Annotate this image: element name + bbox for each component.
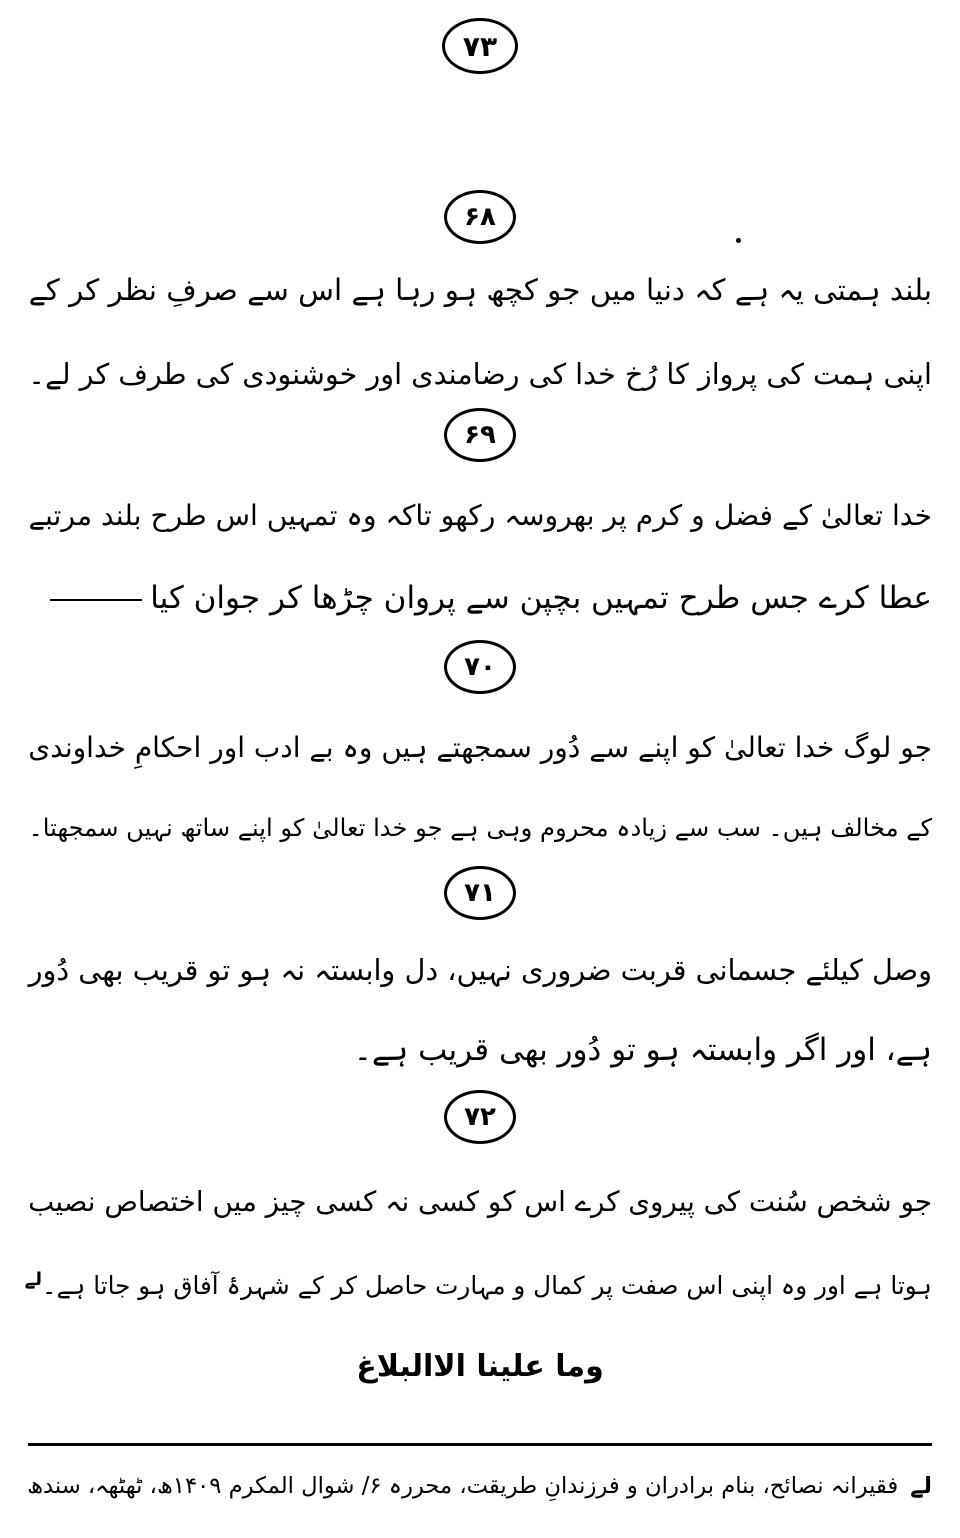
section-number-text: ۶۸ <box>464 202 496 232</box>
footnote-marker: لے <box>910 1473 932 1499</box>
stray-ink-dot <box>736 238 741 243</box>
closing-phrase: وما علینا الاالبلاغ <box>356 1349 604 1384</box>
section-69-line-2-text: عطا کرے جس طرح تمہیں بچپن سے پروان چڑھا کر جوان کیا <box>150 580 932 616</box>
section-72-line-2 <box>25 1258 932 1308</box>
section-71-line-2: ہے، اور اگر وابستہ ہو تو دُور بھی قریب ہے۔ <box>353 1032 932 1068</box>
section-68-line-2: اپنی ہمت کی پرواز کا رُخ خدا کی رضامندی اور خوشنودی کی طرف کر لے۔ <box>28 357 932 391</box>
dash-rule <box>50 599 142 601</box>
footnote <box>27 1466 932 1506</box>
section-number-text: ۷۲ <box>464 1102 496 1132</box>
section-70-line-2: کے مخالف ہیں۔ سب سے زیادہ محروم وہی ہے جو خدا تعالیٰ کو اپنے ساتھ نہیں سمجھتا۔ <box>28 814 932 842</box>
section-69-line-2 <box>50 576 932 620</box>
section-number-text: ۷۰ <box>464 652 496 682</box>
footnote-text: فقیرانہ نصائح، بنام برادران و فرزندانِ طریقت، محررہ ۶/ شوال المکرم ۱۴۰۹ھ، ٹھٹھہ، سندھ <box>27 1473 899 1499</box>
section-71-line-1: وصل کیلئے جسمانی قربت ضروری نہیں، دل وابستہ نہ ہو تو قریب بھی دُور <box>28 953 932 987</box>
section-number-71 <box>444 866 516 920</box>
page-number-text: ۷۳ <box>462 29 498 63</box>
section-number-70 <box>444 640 516 694</box>
section-72-line-1: جو شخص سُنت کی پیروی کرے اس کو کسی نہ کسی چیز میں اختصاص نصیب <box>28 1185 932 1218</box>
section-number-69 <box>444 408 516 462</box>
section-68-line-1: بلند ہمتی یہ ہے کہ دنیا میں جو کچھ ہو رہا ہے اس سے صرفِ نظر کر کے <box>28 273 932 307</box>
footnote-reference: لے <box>24 1269 42 1290</box>
section-number-text: ۶۹ <box>464 420 496 450</box>
section-number-text: ۷۱ <box>464 878 496 908</box>
section-number-72 <box>444 1090 516 1144</box>
section-69-line-1: خدا تعالیٰ کے فضل و کرم پر بھروسہ رکھو تاکہ وہ تمہیں اس طرح بلند مرتبے <box>28 499 932 532</box>
footnote-divider <box>28 1443 932 1446</box>
section-70-line-1: جو لوگ خدا تعالیٰ کو اپنے سے دُور سمجھتے ہیں وہ بے ادب اور احکامِ خداوندی <box>28 731 932 764</box>
page-number <box>442 18 518 74</box>
section-72-line-2-text: ہوتا ہے اور وہ اپنی اس صفت پر کمال و مہارت حاصل کر کے شہرۂ آفاق ہو جاتا ہے۔ <box>41 1271 932 1301</box>
section-number-68 <box>444 190 516 244</box>
